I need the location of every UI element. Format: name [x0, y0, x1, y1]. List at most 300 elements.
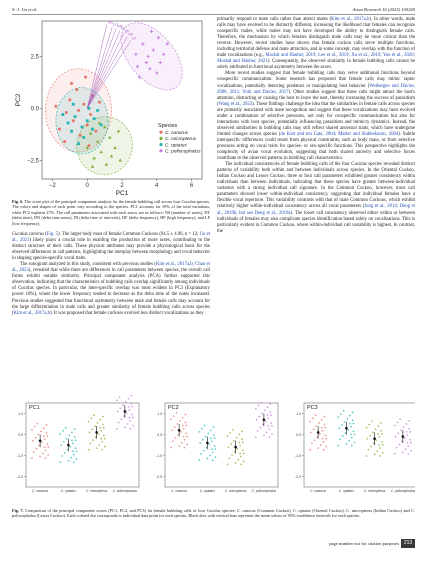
data-point: [131, 414, 133, 416]
data-point: [47, 454, 49, 456]
data-point: [379, 447, 381, 449]
data-point: [323, 449, 325, 451]
mean-point: [206, 442, 209, 445]
citation-link[interactable]: Jung et al., 2014; Deng et al., 2019b, but see Deng et al., 2019a: [217, 204, 415, 216]
mean-point: [345, 427, 348, 430]
data-point: [76, 458, 78, 460]
data-point: [61, 113, 64, 116]
data-point: [184, 439, 186, 441]
data-point: [322, 438, 324, 440]
data-point: [349, 423, 351, 425]
y-tick-label: 1.0: [157, 411, 162, 416]
legend-swatch: [159, 131, 162, 134]
data-point: [394, 425, 396, 427]
data-point: [45, 457, 47, 459]
loading-arrow-label: DN: [117, 24, 123, 29]
data-point: [81, 126, 84, 129]
data-point: [73, 454, 75, 456]
data-point: [263, 435, 265, 437]
panel-frame: [26, 403, 139, 487]
data-point: [410, 442, 412, 444]
data-point: [119, 396, 121, 398]
data-point: [378, 444, 380, 446]
y-tick-label: -2.0: [156, 474, 162, 479]
text-run: ). Other studies suggest that these calls might attract the host's attention, distracting or causing the host to leave the nest, thereby increasing the success of parasitism (: [217, 89, 415, 107]
data-point: [343, 410, 345, 412]
legend-entry: C. poliocephalus: [165, 149, 201, 155]
data-point: [186, 436, 188, 438]
data-point: [103, 435, 105, 437]
data-point: [90, 417, 92, 419]
legend-entry: C. optatus: [165, 143, 187, 149]
data-point: [91, 428, 93, 430]
data-point: [344, 421, 346, 423]
data-point: [205, 436, 207, 438]
text-run: The sonogram analyzed in this study, consistent with previous studies (: [20, 262, 156, 268]
data-point: [98, 433, 100, 435]
text-run: ) likely plays a crucial role in enabling the production of more notes, contributing to the distinct structure of their calls. These physical attributes may provide a physiological basis for the observed differences in call patterns, highlighting the interplay between morphology and vocal behavior in shaping species-specific vocal traits.: [12, 238, 210, 262]
x-tick-label: 0: [85, 183, 89, 189]
citation-link[interactable]: de Kort and ten Cate, 2004; Marler and Slabbekoorn, 2004: [280, 131, 399, 137]
text-run: ). In other words, male calls may have evolved to be distinctly different, increasing the likelihood that females can recognize conspecific males, while males may not have developed the ability to distinguish female calls. Therefore, the mechanism by which females distinguish male calls may be more critical than the reverse. However, recent studies have shown that female cuckoo calls serve multiple functions, including territorial defense and mate attraction, and in some concept, may overlap with the function of male vocalizations (e.g.,: [217, 17, 415, 59]
data-point: [265, 420, 267, 422]
data-point: [68, 99, 71, 102]
data-point: [64, 452, 66, 454]
text-run: ). The lower call consistency observed either within or between individuals of females may also complicate species identification based solely on vocalizations. This is particularly evident in Common Cuckoo, where within-individual call variability is highest. In contrast, the: [217, 210, 415, 234]
data-point: [104, 446, 106, 448]
data-point: [39, 456, 41, 458]
data-point: [213, 434, 215, 436]
data-point: [67, 121, 70, 124]
data-point: [172, 440, 174, 442]
species-name-italic: Cuculus canorus: [12, 232, 45, 237]
data-point: [408, 420, 410, 422]
legend-entry: C. canorus: [165, 131, 189, 136]
data-point: [37, 423, 39, 425]
fig7-caption-label: Fig. 7.: [12, 508, 24, 513]
data-point: [203, 450, 205, 452]
data-point: [371, 420, 373, 422]
data-point: [204, 425, 206, 427]
data-point: [268, 428, 270, 430]
data-point: [101, 449, 103, 451]
data-point: [46, 443, 48, 445]
data-point: [198, 459, 200, 461]
data-point: [34, 426, 36, 428]
data-point: [240, 464, 242, 466]
data-point: [212, 451, 214, 453]
data-point: [131, 406, 133, 408]
data-point: [368, 424, 370, 426]
data-point: [94, 130, 97, 133]
legend-swatch: [159, 137, 162, 140]
data-point: [259, 427, 261, 429]
data-point: [128, 398, 130, 400]
loading-arrow-label: NS: [107, 20, 114, 25]
data-point: [179, 420, 181, 422]
data-point: [93, 117, 96, 120]
data-point: [215, 456, 217, 458]
citation-link[interactable]: Moskát and Hauber, 2019; Lee et al., 2019; Xu et al., 2019; Yoo et al., 2020; Moskát and Hauber, 2021: [217, 53, 416, 65]
data-point: [43, 427, 45, 429]
citation-link[interactable]: Gu et al., 2021: [12, 232, 211, 244]
data-point: [61, 455, 63, 457]
data-point: [354, 434, 356, 436]
data-point: [54, 105, 57, 108]
data-point: [69, 446, 71, 448]
data-point: [402, 451, 404, 453]
data-point: [341, 424, 343, 426]
data-point: [82, 103, 85, 106]
data-point: [339, 438, 341, 440]
panel-label: PC1: [29, 405, 40, 411]
data-point: [236, 437, 238, 439]
data-point: [103, 427, 105, 429]
data-point: [44, 438, 46, 440]
data-point: [73, 461, 75, 463]
data-point: [129, 420, 131, 422]
data-point: [257, 430, 259, 432]
panel-label: PC3: [307, 405, 318, 411]
data-point: [407, 453, 409, 455]
data-point: [239, 445, 241, 447]
text-run: The individual consistencies of female bubbling calls of the four Cuculus species revealed distinct patterns of variability both within and between individuals across species. In the Oriental Cuckoo, Indian Cuckoo and Lesser Cuckoo, three or four call parameters exhibited greater consistency within individuals than between individuals, indicating that these species have greater between-individual variation with a strong individual call signature. In the Common Cuckoo, however, most call parameters showed lower within-individual consistency, suggesting that individual females have a flexible vocal repertoire. This variability contrasts with that of male Common Cuckoos, which exhibit relatively higher within-individual consistency across all vocal parameters (: [217, 162, 415, 210]
data-point: [242, 449, 244, 451]
data-point: [206, 458, 208, 460]
data-point: [409, 439, 411, 441]
data-point: [232, 429, 234, 431]
data-point: [211, 448, 213, 450]
data-point: [170, 447, 172, 449]
data-point: [230, 443, 232, 445]
panel-label: PC2: [168, 405, 179, 411]
mean-point: [317, 431, 320, 434]
data-point: [366, 427, 368, 429]
data-point: [324, 416, 326, 418]
data-point: [202, 439, 204, 441]
data-point: [366, 455, 368, 457]
data-point: [351, 437, 353, 439]
data-point: [352, 412, 354, 414]
data-point: [381, 433, 383, 435]
data-point: [321, 427, 323, 429]
data-point: [312, 417, 314, 419]
y-tick-label: 0.0: [157, 432, 162, 437]
data-point: [227, 464, 229, 466]
data-point: [269, 411, 271, 413]
data-point: [94, 425, 96, 427]
data-point: [180, 431, 182, 433]
data-point: [182, 417, 184, 419]
x-category-label: C. canorus: [171, 489, 188, 493]
data-point: [41, 441, 43, 443]
data-point: [185, 414, 187, 416]
data-point: [128, 417, 130, 419]
data-point: [96, 447, 98, 449]
data-point: [89, 113, 92, 116]
data-point: [46, 432, 48, 434]
data-point: [209, 455, 211, 457]
data-point: [173, 415, 175, 417]
data-point: [72, 450, 74, 452]
x-category-label: C. canorus: [32, 489, 49, 493]
data-point: [91, 128, 94, 131]
data-point: [171, 429, 173, 431]
data-point: [98, 444, 100, 446]
data-point: [267, 414, 269, 416]
data-point: [397, 433, 399, 435]
y-tick-label: -2.0: [17, 474, 23, 479]
data-point: [324, 435, 326, 437]
x-category-label: C. micropterus: [85, 489, 108, 493]
data-point: [376, 439, 378, 441]
data-point: [337, 445, 339, 447]
x-category-label: C. optatus: [338, 489, 354, 493]
data-point: [175, 437, 177, 439]
data-point: [70, 457, 72, 459]
x-category-label: C. optatus: [199, 489, 215, 493]
data-point: [266, 432, 268, 434]
mean-point: [124, 410, 127, 413]
data-point: [65, 111, 68, 114]
data-point: [260, 402, 262, 404]
data-point: [313, 428, 315, 430]
text-run: ). The larger body mast of female Common Cuckoos (94.5 ± 4.96, n = 12;: [57, 232, 200, 237]
data-point: [382, 452, 384, 454]
data-point: [340, 413, 342, 415]
data-point: [72, 103, 75, 106]
data-point: [323, 441, 325, 443]
data-point: [380, 422, 382, 424]
x-tick-label: 2: [120, 183, 124, 189]
citation-link[interactable]: Kim et al., 2017a,b: [331, 17, 370, 22]
y-tick-label: -2.0: [295, 474, 301, 479]
data-point: [45, 449, 47, 451]
data-point: [238, 441, 240, 443]
text-run: More recent studies suggest that female bubbling calls may serve additional functions beyond conspecific communication. Some research has proposed that female calls may mimic raptor vocalizations, potentially deterring predators or manipulating host behavior (: [217, 71, 415, 89]
text-run: (: [44, 232, 47, 237]
data-point: [367, 449, 369, 451]
data-point: [353, 423, 355, 425]
y-axis-label: PC2: [15, 93, 22, 107]
data-point: [320, 444, 322, 446]
data-point: [406, 423, 408, 425]
data-point: [101, 441, 103, 443]
data-point: [58, 128, 61, 131]
data-point: [208, 444, 210, 446]
mean-point: [178, 429, 181, 432]
y-tick-label: 0.0: [18, 432, 23, 437]
data-point: [116, 428, 118, 430]
data-point: [372, 432, 374, 434]
data-point: [261, 413, 263, 415]
data-point: [44, 446, 46, 448]
data-point: [210, 429, 212, 431]
citation-link[interactable]: Fig. 5: [46, 232, 58, 237]
data-point: [399, 418, 401, 420]
data-point: [120, 418, 122, 420]
data-point: [315, 414, 317, 416]
data-point: [370, 446, 372, 448]
left-paragraph-2: [12, 262, 210, 316]
data-point: [71, 432, 73, 434]
data-point: [100, 430, 102, 432]
data-point: [409, 431, 411, 433]
left-column-body: [12, 232, 210, 317]
legend-swatch: [159, 143, 162, 146]
mean-point: [234, 446, 237, 449]
data-point: [407, 445, 409, 447]
data-point: [183, 436, 185, 438]
mean-point: [263, 419, 266, 422]
text-run: primarily respond to mate calls rather than attract mates (: [217, 17, 332, 22]
data-point: [309, 449, 311, 451]
data-point: [241, 438, 243, 440]
data-point: [119, 407, 121, 409]
confidence-ellipse: [56, 88, 108, 155]
y-tick-label: 2.5: [30, 54, 39, 61]
data-point: [40, 430, 42, 432]
data-point: [36, 448, 38, 450]
data-point: [348, 440, 350, 442]
data-point: [237, 459, 239, 461]
data-point: [43, 435, 45, 437]
data-point: [347, 429, 349, 431]
data-point: [77, 109, 80, 112]
data-point: [185, 422, 187, 424]
data-point: [170, 418, 172, 420]
data-point: [96, 109, 99, 112]
y-tick-label: 1.0: [296, 411, 301, 416]
data-point: [267, 406, 269, 408]
data-point: [37, 434, 39, 436]
data-point: [405, 448, 407, 450]
legend-entry: C. micropterus: [165, 137, 197, 143]
data-point: [127, 423, 129, 425]
data-point: [258, 405, 260, 407]
data-point: [63, 441, 65, 443]
data-point: [86, 119, 89, 122]
data-point: [75, 439, 77, 441]
data-point: [309, 420, 311, 422]
loading-arrow-label: LF: [131, 36, 137, 41]
data-point: [86, 123, 89, 126]
y-tick-label: -1.0: [295, 453, 301, 458]
data-point: [176, 412, 178, 414]
data-point: [67, 460, 69, 462]
x-tick-label: −2: [49, 183, 56, 189]
data-point: [349, 415, 351, 417]
y-tick-label: -1.0: [17, 453, 23, 458]
citation-link[interactable]: Welbergen and Davies, 2008, 2011; York and Davies, 2017: [217, 83, 415, 95]
footer-note: page number not for citation purposes: [329, 541, 399, 546]
data-point: [398, 444, 400, 446]
data-point: [126, 412, 128, 414]
loading-arrow-label: DT: [113, 22, 119, 27]
loading-arrow-label: DF: [124, 29, 130, 34]
data-point: [128, 406, 130, 408]
data-point: [235, 462, 237, 464]
data-point: [345, 443, 347, 445]
data-point: [268, 436, 270, 438]
data-point: [46, 424, 48, 426]
data-point: [97, 422, 99, 424]
fig6-caption: [12, 199, 210, 226]
data-point: [88, 449, 90, 451]
citation-link[interactable]: Kim et al., 2017a,b: [156, 262, 193, 268]
fig6-caption-label: Fig. 6.: [12, 199, 24, 204]
data-point: [381, 441, 383, 443]
data-point: [199, 442, 201, 444]
fig6-caption-text: The score plot of the principal component analysis for the female bubbling call across four Cuculus species. The colors and shapes of each point vary according to the species. PC1 accounts for 39% of the total variations, while PC2 explains 27%. The call parameters associated with each arrow are as follows: NS (number of notes), DT (delta time), DN (delta time notes), DI (delta time of intervals), DF (delta frequency), HF (high frequency), and LF (low frequency).: [12, 199, 210, 226]
data-point: [200, 453, 202, 455]
fig7-pc-score-panels: [12, 395, 415, 505]
data-point: [395, 436, 397, 438]
data-point: [201, 428, 203, 430]
text-run: ). Consequently, the observed similarity in female bubbling calls cannot be solely attributed to functional asymmetry between the sexes.: [217, 59, 415, 71]
data-point: [100, 438, 102, 440]
citation-link[interactable]: Kim et al., 2017a,b: [13, 310, 51, 316]
data-point: [369, 435, 371, 437]
data-point: [116, 399, 118, 401]
data-point: [87, 144, 90, 147]
x-category-label: C. micropterus: [224, 489, 247, 493]
data-point: [325, 438, 327, 440]
data-point: [400, 429, 402, 431]
data-point: [74, 428, 76, 430]
data-point: [215, 448, 217, 450]
data-point: [270, 422, 272, 424]
data-point: [176, 423, 178, 425]
data-point: [350, 426, 352, 428]
data-point: [66, 438, 68, 440]
data-point: [258, 416, 260, 418]
citation-link[interactable]: Chao et al., 2023: [12, 262, 210, 274]
data-point: [182, 425, 184, 427]
data-point: [62, 430, 64, 432]
data-point: [240, 456, 242, 458]
data-point: [88, 420, 90, 422]
data-point: [376, 450, 378, 452]
data-point: [397, 422, 399, 424]
data-point: [129, 428, 131, 430]
data-point: [84, 76, 87, 79]
data-point: [317, 447, 319, 449]
data-point: [60, 444, 62, 446]
data-point: [324, 424, 326, 426]
data-point: [374, 454, 376, 456]
data-point: [183, 428, 185, 430]
data-point: [267, 417, 269, 419]
legend-swatch: [159, 149, 162, 152]
x-category-label: C. optatus: [60, 489, 76, 493]
fig7-caption: [12, 508, 415, 519]
data-point: [128, 409, 130, 411]
data-point: [35, 437, 37, 439]
data-point: [403, 426, 405, 428]
data-point: [89, 443, 91, 445]
data-point: [70, 130, 73, 133]
data-point: [92, 439, 94, 441]
data-point: [211, 440, 213, 442]
data-point: [255, 436, 257, 438]
data-point: [408, 428, 410, 430]
x-category-label: C. poliocephalus: [251, 489, 277, 493]
data-point: [198, 431, 200, 433]
running-header-authors: S.-J. Jin et al.: [12, 7, 38, 12]
citation-link[interactable]: Wang et al., 2023: [218, 101, 253, 107]
data-point: [102, 424, 104, 426]
